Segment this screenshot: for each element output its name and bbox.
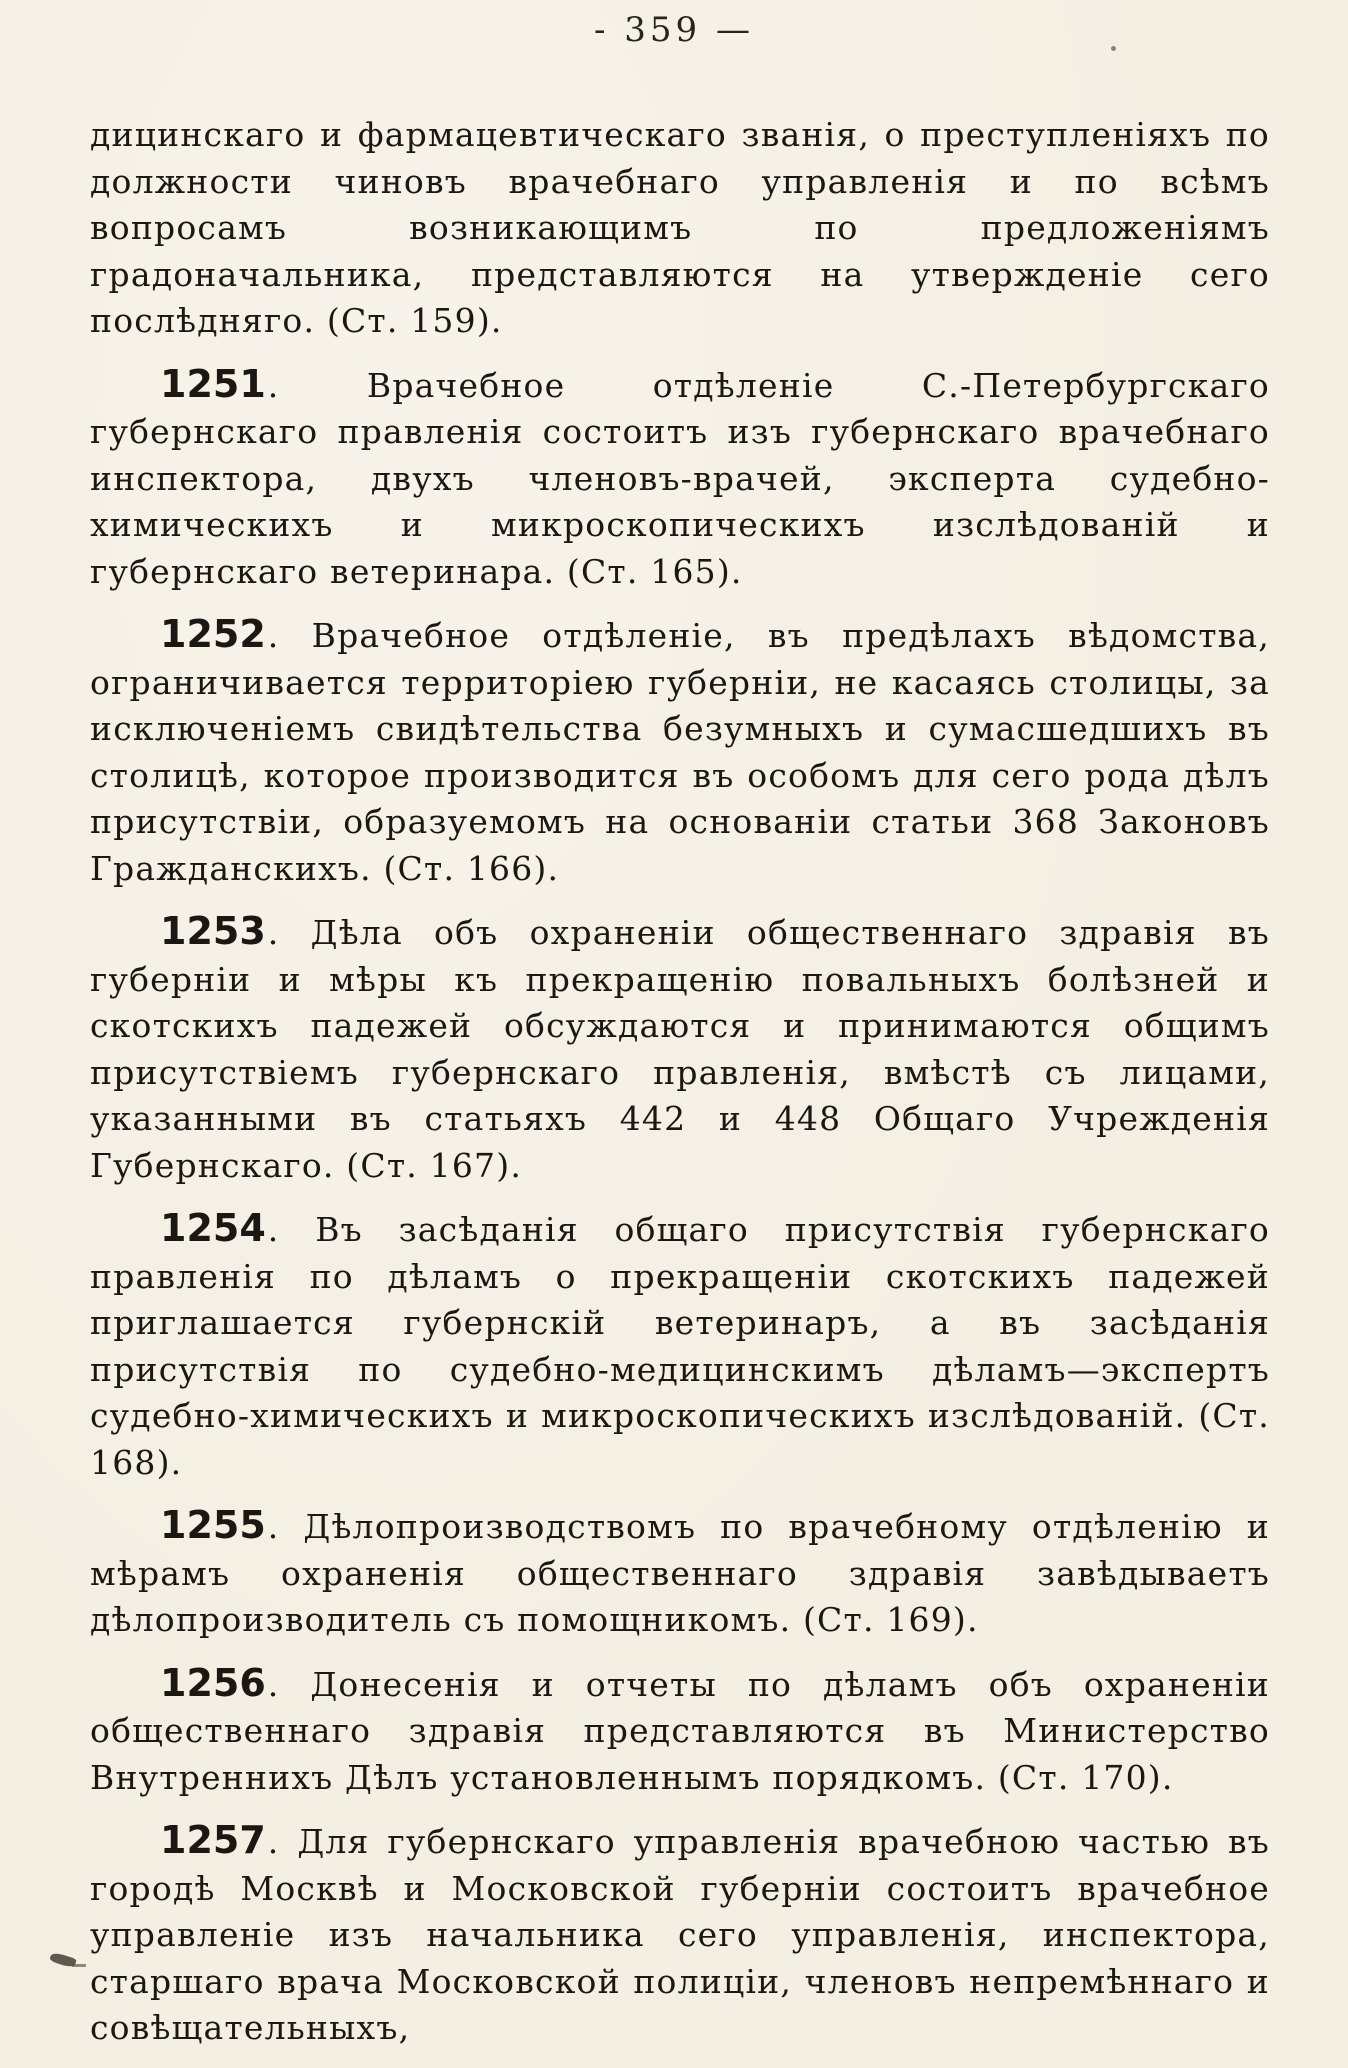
article-1254: [90, 1205, 1270, 1486]
article-1255: [90, 1502, 1270, 1644]
article-text: . Врачебное отдѣленіе, въ предѣлахъ вѣдомства, ограничивается территоріею губерніи, не касаясь столицы, за исключеніемъ свидѣтельства безумныхъ и сумасшедшихъ въ столицѣ, которое производится въ особомъ для сего рода дѣлъ присутствіи, образуемомъ на основаніи статьи 368 Законовъ Гражданскихъ. (Ст. 166).: [90, 616, 1270, 888]
article-number: 1251: [160, 361, 266, 406]
article-number: 1257: [160, 1818, 266, 1862]
article-1253: [90, 908, 1270, 1189]
article-text: . Дѣла объ охраненіи общественнаго здравія въ губерніи и мѣры къ прекращенію повальныхъ болѣзней и скотскихъ падежей обсуждаются и принимаются общимъ присутствіемъ губернскаго правленія, вмѣстѣ съ лицами, указанными въ статьяхъ 442 и 448 Общаго Учрежденія Губернскаго. (Ст. 167).: [90, 913, 1270, 1185]
article-1251: [90, 361, 1270, 596]
article-number: 1256: [160, 1660, 266, 1705]
article-number: 1255: [160, 1503, 266, 1547]
ink-smudge-tail: [72, 1964, 86, 1967]
article-text: . Для губернскаго управленія врачебною частью въ городѣ Москвѣ и Московской губерніи состоитъ врачебное управленіе изъ начальника сего управленія, инспектора, старшаго врача Московской полиціи, членовъ непремѣннаго и совѣщательныхъ,: [90, 1822, 1270, 2047]
page-speck: [1111, 46, 1116, 51]
article-number: 1253: [160, 909, 266, 953]
article-text: . Донесенія и отчеты по дѣламъ объ охраненіи общественнаго здравія представляются въ Министерство Внутреннихъ Дѣлъ установленнымъ порядкомъ. (Ст. 170).: [90, 1664, 1270, 1797]
page-number: - 359 —: [594, 10, 754, 50]
article-number: 1252: [160, 612, 266, 656]
article-text: . Дѣлопроизводствомъ по врачебному отдѣленію и мѣрамъ охраненія общественнаго здравія завѣдываетъ дѣлопроизводитель съ помощникомъ. (Ст. 169).: [90, 1507, 1270, 1639]
article-1252: [90, 611, 1270, 892]
body-text: [90, 112, 1270, 2068]
paragraph-text: дицинскаго и фармацевтическаго званія, о преступленіяхъ по должности чиновъ врачебнаго управленія и по всѣмъ вопросамъ возникающимъ по предложеніямъ градоначальника, представляются на утвержденіе сего послѣдняго. (Ст. 159).: [90, 115, 1270, 340]
article-1256: [90, 1660, 1270, 1802]
article-1257: [90, 1817, 1270, 2052]
article-number: 1254: [160, 1206, 266, 1250]
paragraph-continuation: [90, 112, 1270, 345]
article-text: . Врачебное отдѣленіе С.-Петербургскаго губернскаго правленія состоитъ изъ губернскаго врачебнаго инспектора, двухъ членовъ-врачей, эксперта судебно-химическихъ и микроскопическихъ изслѣдованій и губернскаго ветеринара. (Ст. 165).: [90, 365, 1270, 591]
article-text: . Въ засѣданія общаго присутствія губернскаго правленія по дѣламъ о прекращеніи скотскихъ падежей приглашается губернскій ветеринаръ, а въ засѣданія присутствія по судебно-медицинскимъ дѣламъ—экспертъ судебно-химическихъ и микроскопическихъ изслѣдованій. (Ст. 168).: [90, 1210, 1270, 1482]
